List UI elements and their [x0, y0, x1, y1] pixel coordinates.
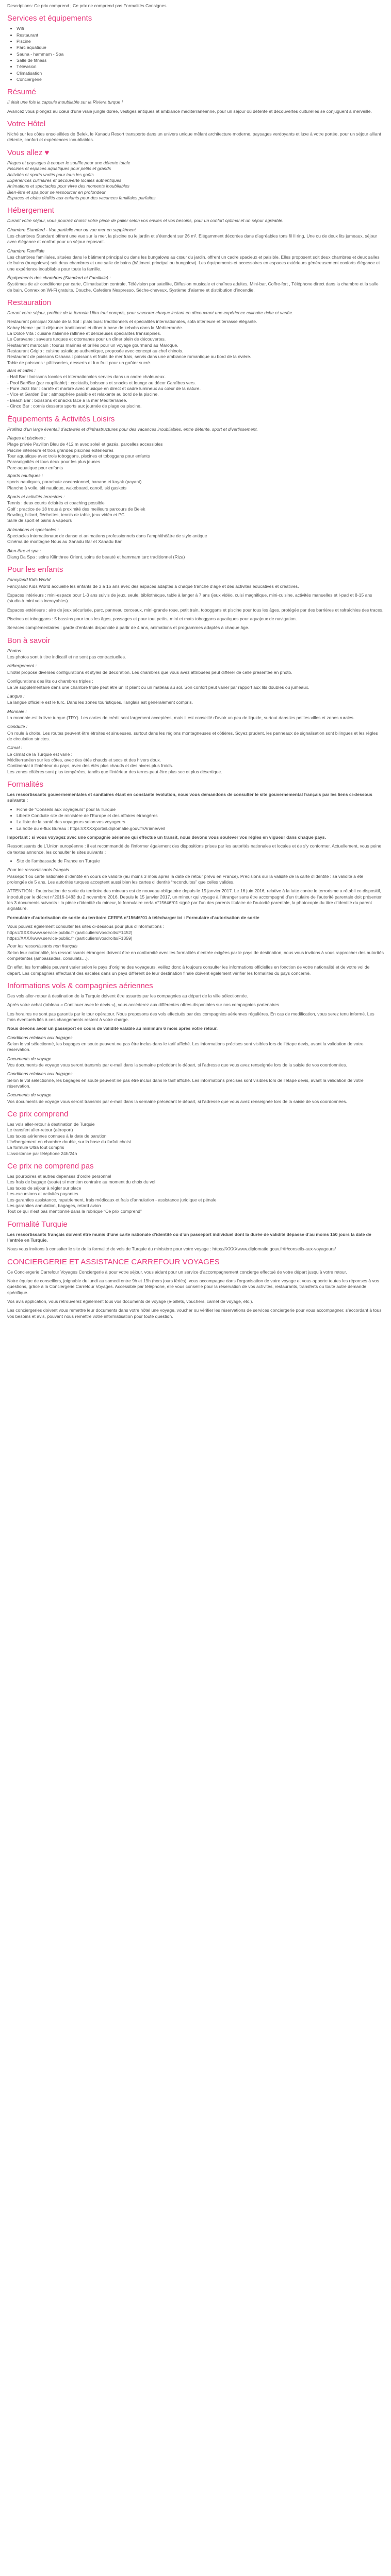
list-item: Restaurant principal Xnade de la Sol : plats buis: traditionnels et spécialités internationales, sofa intérieure et terrasse élégante.	[7, 319, 257, 325]
list-item: - Beach Bar : boissons et snacks face à la mer Méditerranée.	[7, 397, 127, 403]
list-item[interactable]: • La liste de la santé des voyageurs selon vos voyageurs	[17, 819, 384, 825]
info-para: Nous devons avoir un passeport en cours de validité valable au minimum 6 mois après votre retour.	[7, 1026, 218, 1031]
list-item: Tout ce qui n’est pas mentionné dans la rubrique “Ce prix comprend”	[7, 1209, 142, 1214]
heb-equip-label: Équipements des chambres (Standard et Familiale) :	[7, 275, 111, 280]
bonsavoir-title: Bon à savoir	[7, 636, 51, 645]
info-cond2-label: Conditions relatives aux bagages	[7, 1071, 73, 1077]
act-terr-text: Tennis : deux courts éclairés et coaching possible Golf : practice de 18 trous à proximité des meilleurs parcours de Belek Bowling, billard, fléchettes, tennis de table, jeux vidéo et PC Salle de sport et bains à vapeurs	[7, 500, 145, 523]
kids-club-label: Fancyland Kids World	[7, 577, 51, 583]
list-item[interactable]: https://XXXXwww.service-public.fr (particuliers/vosdroits/F1359)	[7, 935, 133, 941]
kids-pool-text: Piscines et toboggans : 5 bassins pour tous les âges, passages et pour tout petits, mini et mats toboggans aquatiques pour aquajeux de navigation.	[7, 616, 297, 622]
climat-text: Le climat de la Turquie est varié : Méditerranéen sur les côtes, avec des étés chauds et secs et des hivers doux. Continental à l’intérieur du pays, avec des étés plus chauds et des hivers plus froids. Les zones côtières sont plus tempérées, tandis que l’intérieur des terres peut être plus sec et plus désertique.	[7, 751, 222, 774]
list-item[interactable]: • Liberté Conduite site de ministère de l’Europe et des affaires étrangères	[17, 813, 384, 819]
list-item: Les garanties annulation, bagages, retard avion	[7, 1202, 101, 1208]
list-item: • Sauna - hammam - Spa	[17, 52, 384, 57]
resto-list	[7, 319, 384, 366]
kids-club-text: Fancyland Kids World accueille les enfants de 3 à 16 ans avec des espaces adaptés à chaque tranche d’âge et des activités éducatives et créatives.	[7, 583, 299, 589]
ft-title: Formalité Turquie	[7, 1219, 68, 1229]
list-item: Le transfert aller-retour (aéroport)	[7, 1127, 73, 1133]
act-plage-list	[7, 442, 384, 471]
concierge-title: CONCIERGERIE ET ASSISTANCE CARREFOUR VOYAGES	[7, 1257, 220, 1266]
list-item: La Dolce Vita : cuisine italienne raffinée et délicieuses spécialités transalpines.	[7, 331, 161, 336]
list-item[interactable]: • La hotte du e-flux Bureau : https://XXXXportail.diplomatie.gouv.fr/Ariane/veil	[17, 826, 384, 832]
act-anim-text: Spectacles internationaux de danse et animations professionnels dans l’amphithéâtre de style antique Cinéma de montagne Nous au Xanadu Bar et Xanadu Bar	[7, 533, 207, 545]
ft-text: Les ressortissants français doivent être munis d’une carte nationale d’identité ou d’un passeport individuel dont la durée de validité dépasse d’au moins 150 jours la date de l’entrée en Turquie.	[7, 1231, 371, 1243]
info-para: Des vols aller-retour à destination de la Turquie doivent être assurés par les compagnies au départ de la ville sélectionnée.	[7, 993, 248, 998]
ft-text-2: Nous vous invitons à consulter le site de la formalité de vols de Turquie du ministère pour votre voyage : https://XXXXwww.diplomatie.gouv.fr/fr/conseils-aux-voyageurs/	[7, 1246, 336, 1252]
list-item: Bien-être et spa pour se ressourcer en profondeur	[7, 189, 106, 195]
hotel-text: Niché sur les côtes ensoleillées de Belek, le Xanadu Resort transporte dans un univers unique mêlant architecture moderne, paysages verdoyants et luxe à votre portée, pour un séjour alliant détente, confort et expériences inoubliables.	[7, 131, 381, 143]
act-spa-label: Bien-être et spa :	[7, 548, 41, 553]
act-anim-label: Animations et spectacles :	[7, 527, 59, 532]
langue-text: La langue officielle est le turc. Dans les zones touristiques, l’anglais est généralement compris.	[7, 700, 193, 705]
list-item: - Hall Bar : boissons locales et internationales servies dans un cadre chaleureux.	[7, 374, 166, 380]
list-item: Restaurant Grigio : cuisine asiatique authentique, proposée avec concept au chef chinois.	[7, 348, 184, 354]
info-title: Informations vols & compagnies aériennes	[7, 981, 153, 990]
list-item: Plages et paysages à couper le souffle pour une détente totale	[7, 160, 131, 165]
nprix-list	[7, 1174, 384, 1214]
info-para: Les horaires ne sont pas garantis par le tour opérateur. Nous proposons des vols effectués par des compagnies aériennes régulières. En cas de modification, vous serez tenu informé. Les frais éventuels liés à ces changements restent à votre charge.	[7, 1011, 374, 1022]
heb-std-label: Chambre Standard - Vue partielle mer ou vue mer en supplément	[7, 227, 136, 232]
list-item: Expériences culinaires et découverte locales authentiques	[7, 177, 122, 183]
services-title: Services et équipements	[7, 14, 92, 23]
heb-title: Hébergement	[7, 206, 54, 215]
heb-equip-text: Systèmes de air conditioner par carte, Climatisation centrale, Télévision par satellite, Diffusion musicale et chaînes adultes, Mini-bar, Coffre-fort , Téléphone direct dans la chambre et la salle de bain, Connexion Wi-Fi gratuite, Douche, Cafetière Nespresso, Sèche-cheveux, Système d’alarme et distribution d’incendie.	[7, 281, 379, 293]
list-item: - Vice et Garden Bar : atmosphère paisible et relaxante au bord de la piscine.	[7, 392, 159, 397]
services-list	[7, 26, 384, 82]
form-attention: ATTENTION : l’autorisation de sortie du territoire des mineurs est de nouveau obligatoire depuis le 15 janvier 2017. Le 16 juin 2016, relative à la lutte contre le terrorisme a rétabli ce dispositif, introduit par le décret n°2016-1483 du 2 novembre 2016. Depuis le 15 janvier 2017, un mineur qui voyage à l’étranger sans être accompagné d’un titulaire de l’autorité parentale doit présenter les 3 documents suivants : la pièce d’identité du mineur, le formulaire cerfa n°15646*01 signé par l’un des parents titulaire de l’autorité parentale, la photocopie du titre d’identité du parent signataire.	[7, 888, 382, 911]
resume-title: Résumé	[7, 88, 36, 97]
form-title: Formalités	[7, 779, 44, 789]
act-sport-label: Sports nautiques :	[7, 472, 43, 478]
list-item: • Parc aquatique	[17, 45, 384, 50]
aimez-list	[7, 160, 384, 201]
form-links	[7, 807, 384, 832]
breadcrumb: Descriptions: Ce prix comprend ; Ce prix ne comprend pas Formalités Consignes	[7, 3, 167, 8]
list-item: Les vols aller-retour à destination de Turquie	[7, 1122, 95, 1127]
list-item: Parasoignités et tous deux pour les plus jeunes	[7, 459, 101, 465]
list-item: Restaurant marocain : tourus marinés et brillés pour un voyage gourmand au Maroque.	[7, 342, 178, 348]
resume-lead: Il était une fois la capsule inoubliable sur la Riviera turque !	[7, 99, 123, 105]
kids-services-text: Services complémentaires : garde d’enfants disponible à partir de 4 ans, animations et programmes adaptés à chaque âge.	[7, 625, 250, 631]
list-item: • Conciergerie	[17, 77, 384, 82]
info-docs2-label: Documents de voyage	[7, 1092, 52, 1098]
form-nat: Ressortissants de L’Union européenne : il est recommandé de l’informer également des dispositions prises par les autorités nationales et locales et de s’y conformer. Actuellement, vous peine de textes annonce, les consulter le sites suivants :	[7, 843, 382, 855]
act-sport-text: sports nautiques, parachute ascensionnel, banane et kayak (payant) Planche à voile, ski nautique, wakeboard, canoë, ski gaskets	[7, 479, 142, 490]
list-item: Les frais de bagage (soute) si mention contraire au moment du choix du vol	[7, 1179, 156, 1185]
list-item: • Wifi	[17, 26, 384, 31]
form-nat-links	[7, 858, 384, 864]
list-item: Les garanties assistance, rapatriement, frais médicaux et frais d’annulation - assistance juridique et pénale	[7, 1197, 217, 1202]
prix-title: Ce prix comprend	[7, 1110, 69, 1119]
form-etr-text: Selon leur nationalité, les ressortissants étrangers doivent être en conformité avec les formalités d’entrée exigées par le pays de destination, nous vous invitons à vous rapprocher des autorités compétentes (ambassades, consulats…).	[7, 950, 384, 961]
list-item: Les taxes aériennes connues à la date de parution	[7, 1133, 107, 1139]
resto-intro: Durant votre séjour, profitez de la formule Ultra tout compris, pour savourer chaque instant en découvrant une expérience culinaire riche et variée.	[7, 310, 294, 315]
info-docs2-text: Vos documents de voyage vous seront transmis par e-mail dans la semaine précédant le départ, si l’adresse que vous avez renseignée lors de la saisie de vos coordonnées.	[7, 1098, 347, 1104]
form-download-link[interactable]: Formulaire d’autorisation de sortie du territoire CERFA n°15646*01 à télécharger ici : Formulaire d’autorisation de sortie	[7, 914, 259, 920]
info-cond-text: Selon le vol sélectionné, les bagages en soute peuvent ne pas être inclus dans le tarif affiché. Les informations précises sont visibles lors de l’étape devis, avant la validation de votre réservation.	[7, 1041, 364, 1053]
prix-list	[7, 1122, 384, 1157]
list-item: Parc aquatique pour enfants	[7, 465, 63, 470]
list-item: - Pool Bar/Bar (par roupillable) : cocktails, boissons et snacks et lounge au décor Caraïbes vers.	[7, 380, 196, 385]
list-item: Vous pouvez également consulter les sites ci-dessous pour plus d’informations :	[7, 924, 165, 929]
act-plage-label: Plages et piscines :	[7, 435, 46, 440]
info-docs-text: Vos documents de voyage vous seront transmis par e-mail dans la semaine précédant le départ, si l’adresse que vous avez renseignée lors de la saisie de vos coordonnées.	[7, 1062, 347, 1067]
conduite-text: On roule à droite. Les routes peuvent être étroites et sinueuses, surtout dans les régions montagneuses et côtières. Soyez prudent, les panneaux de signalisation sont bilingues et les règles de circulation strictes.	[7, 730, 378, 741]
heb-note-text: L’hôtel propose diverses configurations et styles de décoration. Les chambres que vous avez attribuées peut différer de celle présentée en photo.	[7, 669, 292, 675]
concierge-para: Notre équipe de conseillers, joignable du lundi au samedi entre 9h et 19h (hors jours fériés), vous accompagne dans l’organisation de votre voyage et vous apporte toutes les réponses à vos questions, grâce à la Conciergerie Carrefour Voyages. Accessible par téléphone, elle vous conseille pour la réservation de vos activités, restaurants, transferts ou toute autre demande spécifique.	[7, 1278, 379, 1295]
list-item: Plage privée Pavillon Bleu de 412 m avec soleil et gazés, parcelles accessibles	[7, 442, 163, 447]
list-item: Espaces et clubs dédiés aux enfants pour des vacances familiales parfaites	[7, 195, 156, 200]
form-lead: Les ressortissants gouvernementales et sanitaires étant en constante évolution, nous vous demandons de consulter le site gouvernemental français par les liens ci-dessous suivants :	[7, 791, 372, 803]
list-item: Tour aquatique avec trois toboggans, piscines et toboggans pour enfants	[7, 453, 150, 459]
list-item: Table de poissons : pâtisseries, desserts et fun fruit pour un goûter sucré.	[7, 360, 151, 365]
info-docs-label: Documents de voyage	[7, 1056, 52, 1061]
list-item: Kabay Heme : petit déjeuner traditionnel et dîner à base de kebabs dans la Méditerranée.	[7, 325, 183, 330]
list-item: L’hébergement en chambre double, sur la base du forfait choisi	[7, 1139, 131, 1145]
act-title: Équipements & Activités Loisirs	[7, 414, 115, 423]
monnaie-label: Monnaie :	[7, 708, 27, 714]
list-item: • Piscine	[17, 39, 384, 44]
heb-fam-text: Les chambres familiales, situées dans le bâtiment principal ou dans les bungalows au cœur du jardin, offrent un cadre spacieux et paisible. Elles proposent soit deux chambres et deux salles de bains (bungalows) soit deux chambres et une salle de bains (bâtiment principal ou bungalow). Les équipements et accessoires en espaces extérieurs généreusement conforts élégance et une expérience inoubliable pour toute la famille.	[7, 254, 380, 272]
hotel-title: Votre Hôtel	[7, 120, 46, 129]
list-item: - Pure Jazz Bar : carafe et marbre avec musique en direct et cadre lumineux au cœur de la nature.	[7, 386, 201, 392]
photos-label: Photos :	[7, 648, 24, 653]
form-docs	[7, 924, 384, 941]
kids-outdoor-text: Espaces extérieurs : aire de jeux sécurisée, parc, panneau cerceaux, mini-grande roue, petit train, toboggans et piscine pour tous les âges, protégée par des barrières et rafraîchies des traces.	[7, 607, 384, 613]
heb-std-text: Les chambres Standard offrent une vue sur la mer, la piscine ou le jardin et s’étendent sur 26 m². Elégamment décorées dans d’agréables tons fil Il ring, Une ou de deux lits jumeaux, séjour avec élégance et confort pour un séjour reposant.	[7, 233, 377, 245]
list-item: Animations et spectacles pour vivre des moments inoubliables	[7, 183, 129, 189]
act-intro: Profitez d’un large éventail d’activités et d’infrastructures pour des vacances inoubliables, entre détente, sport et divertissement.	[7, 426, 258, 432]
list-item: Les excursions et activités payantes	[7, 1191, 78, 1197]
list-item: Le Caravane : saveurs turques et ottomanes pour un dîner plein de découvertes.	[7, 336, 166, 342]
concierge-para: Ce Conciergerie Carrefour Voyages Conciergerie à pour votre séjour, vous aidant pour un service d’accompagnement concierge effectué de votre départ jusqu’à votre retour.	[7, 1269, 347, 1275]
list-item: La formule Ultra tout compris	[7, 1145, 64, 1150]
heb-fam-label: Chambre Familiale	[7, 248, 45, 253]
form-fr-text: Passeport ou carte nationale d’identité en cours de validité (au moins 3 mois après la date de retour prévu en France). Précisions sur la validité de la carte d’identité : sa validité a été prolongée de 5 ans. Les autorités turques acceptent aussi bien les cartes d’identité “reconduites” que celles valides.	[7, 873, 364, 885]
list-item: • Restaurant	[17, 32, 384, 38]
form-important: Important : si vous voyagez avec une compagnie aérienne qui effectue un transit, nous devons vous soulever vos règles en vigueur dans chaque pays.	[7, 835, 326, 840]
info-cond-label: Conditions relatives aux bagages	[7, 1035, 73, 1040]
bars-label: Bars et cafés :	[7, 368, 36, 374]
photos-text: Les photos sont à titre indicatif et ne sont pas contractuelles.	[7, 654, 126, 660]
list-item: Les taxes de séjour à régler sur place	[7, 1185, 82, 1191]
langue-label: Langue :	[7, 693, 25, 699]
act-spa-text: Dlang Da Spa : soins Kilinthree Orient, soins de beauté et hammam turc traditionnel (Riza)	[7, 554, 185, 560]
list-item[interactable]: • Fiche de “Conseils aux voyageurs” pour la Turquie	[17, 807, 384, 812]
config-text: Configurations des lits ou chambres triples : La 3e supplémentaire dans une chambre triple peut être un lit pliant ou un matelas au sol. Son confort peut varier par rapport aux lits doubles ou jumeaux.	[7, 679, 309, 690]
monnaie-text: La monnaie est la livre turque (TRY). Les cartes de crédit sont largement acceptées, mais il est conseillé d’avoir un peu de liquide, surtout dans les petites villes et zones rurales.	[7, 715, 355, 720]
heb-intro: Durant votre séjour, vous pourrez choisir votre pièce de palier selon vos envies et vos besoins, pour un confort optimal et un séjour agréable.	[7, 218, 284, 224]
form-fr-label: Pour les ressortissants français	[7, 867, 69, 873]
resume-text: Avancez vous plongez au cœur d’une vraie jungle dorée, vestiges antiques et ambiance méditerranéenne, pour un séjour où détente et découvertes culturelles se conjuguent à merveille.	[7, 108, 372, 114]
list-item: • Télévision	[17, 64, 384, 70]
list-item: • Salle de fitness	[17, 58, 384, 63]
list-item: Restaurant de poissons Oshana : poissons et fruits de mer frais, servis dans une ambiance romantique au bord de la rivière.	[7, 354, 251, 360]
bars-list	[7, 374, 384, 409]
list-item: - Cinco Bar : cornis desserte sports aux journée de plage ou piscine.	[7, 403, 142, 409]
list-item: Piscines et espaces aquatiques pour petits et grands	[7, 166, 111, 172]
aimez-title: Vous allez ♥	[7, 148, 50, 157]
nprix-title: Ce prix ne comprend pas	[7, 1162, 94, 1171]
enfants-title: Pour les enfants	[7, 565, 63, 574]
heb-note-label: Hébergement :	[7, 663, 37, 669]
info-para: Après votre achat (tableau « Continuer avec le devis »), vous accéderez aux différentes offres disponibles sur nos compagnies partenaires.	[7, 1002, 281, 1008]
list-item: Activités et sports variés pour tous les goûts	[7, 172, 94, 177]
list-item[interactable]: • Site de l’ambassade de France en Turquie	[17, 858, 384, 864]
list-item: • Climatisation	[17, 71, 384, 76]
kids-club-text-2: Espaces intérieurs : mini-espace pour 1-3 ans suivis de jeux, seule, bibliothèque, table à langer à 7 ans (jeux vidéo, cuisi magnifique, mini-cuisine, activités manuelles et I-pad et 8-15 ans (studio à mini vols incroyables).	[7, 592, 372, 604]
concierge-para: Vos avis application, vous retrouverez également tous vos documents de voyage (e-billets, vouchers, carnet de voyage, etc.).	[7, 1298, 253, 1304]
list-item[interactable]: https://XXXXwww.service-public.fr (particuliers/vosdroits/F1452)	[7, 929, 133, 935]
list-item: Piscine intérieure et trois grandes piscines extérieures	[7, 447, 113, 453]
list-item: Les pourboires et autres dépenses d’ordre personnel	[7, 1174, 111, 1179]
resto-title: Restauration	[7, 298, 52, 307]
form-etr-text-2: En effet, les formalités peuvent varier selon le pays d’origine des voyageurs, veillez donc à toujours consulter les informations officielles en fonction de votre nationalité et de votre vol de départ. Les compagnies effectuant des escales dans un pays différent de leur destination finale doivent également vérifier les formalités du pays concerné.	[7, 964, 370, 976]
form-etr-label: Pour les ressortissants non français	[7, 943, 78, 949]
concierge-para: Les conciergeries doivent vous remettre leur documents dans votre hôtel une voyage, voucher ou vérifier les réservations de services conciergerie pour vous accompagner, s’accordant à tous vos besoins et avis, pouvant nous remettre votre informatisation pour toute question.	[7, 1308, 382, 1319]
climat-label: Climat :	[7, 745, 23, 751]
conduite-label: Conduite :	[7, 724, 28, 730]
act-terr-label: Sports et activités terrestres :	[7, 494, 65, 499]
info-cond2-text: Selon le vol sélectionné, les bagages en soute peuvent ne pas être inclus dans le tarif affiché. Les informations précises sont visibles lors de l’étape devis, avant la validation de votre réservation.	[7, 1077, 364, 1089]
list-item: L’assistance par téléphone 24h/24h	[7, 1150, 77, 1156]
